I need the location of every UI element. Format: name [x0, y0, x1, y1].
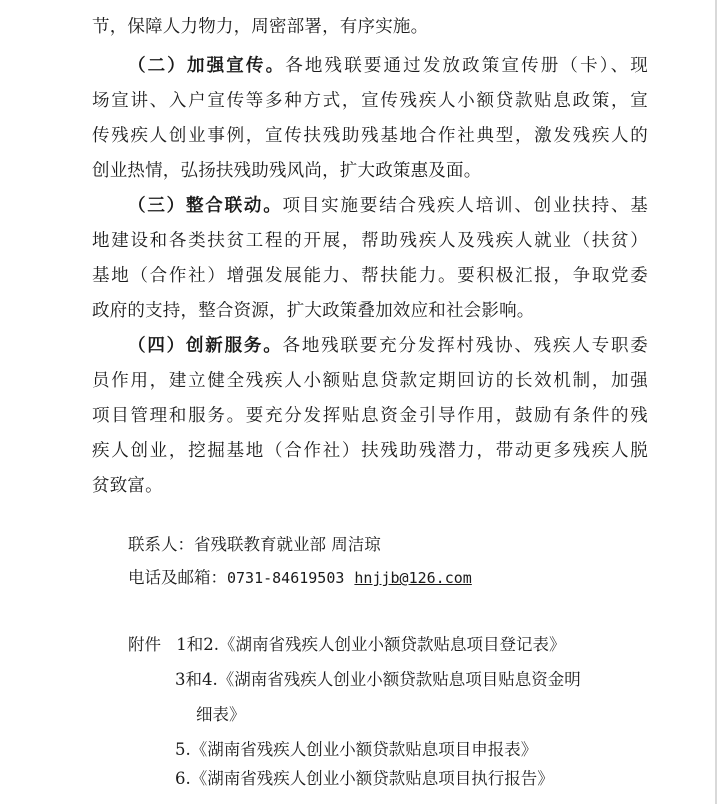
paragraph-line [92, 123, 648, 149]
text: 项目实施要结合残疾人培训、创业扶持、基 [282, 196, 648, 216]
section-heading-publicity: （二）加强宣传。 [128, 56, 286, 76]
attachment-number: 6. [175, 769, 191, 788]
paragraph-line [92, 263, 648, 289]
paragraph-line [92, 403, 648, 429]
text: 政府的支持，整合资源，扩大政策叠加效应和社会影响。 [92, 301, 535, 321]
attachment-title: 《湖南省残疾人创业小额贷款贴息项目登记表》 [219, 635, 566, 654]
phone-label: 电话及邮箱： [128, 568, 227, 587]
attachment-number: 3和4. [175, 670, 218, 689]
contact-phone-email [128, 566, 472, 590]
attachment-number: 1和2. [176, 635, 219, 654]
section-heading-innovation: （四）创新服务。 [128, 336, 283, 356]
text: 基地（合作社）增强发展能力、帮扶能力。要积极汇报，争取党委 [92, 266, 648, 286]
text: 节，保障人力物力，周密部署，有序实施。 [92, 17, 429, 37]
section-publicity-line-1 [128, 53, 648, 79]
section-innovation-line-1 [128, 333, 648, 359]
attachment-item-2 [175, 668, 581, 692]
text: 传残疾人创业事例，宣传扶残助残基地合作社典型，激发残疾人的 [92, 126, 648, 146]
text: 员作用，建立健全残疾人小额贴息贷款定期回访的长效机制，加强 [92, 371, 648, 391]
text: 各地残联要充分发挥村残协、残疾人专职委 [282, 336, 648, 356]
section-heading-integration: （三）整合联动。 [128, 196, 283, 216]
contact-person: 联系人：省残联教育就业部 周洁琼 [128, 535, 381, 554]
paragraph-line [92, 298, 648, 324]
attachment-item-2-continued: 细表》 [196, 705, 246, 724]
attachment-title: 《湖南省残疾人创业小额贷款贴息项目贴息资金明 [217, 670, 581, 689]
text: 创业热情，弘扬扶残助残风尚，扩大政策惠及面。 [92, 161, 482, 181]
attachment-title: 《湖南省残疾人创业小额贷款贴息项目申报表》 [190, 740, 538, 759]
text: 疾人创业，挖掘基地（合作社）扶残助残潜力，带动更多残疾人脱 [92, 441, 648, 461]
section-integration-line-1 [128, 193, 648, 219]
paragraph-line [92, 368, 648, 394]
phone-number: 0731-84619503 [227, 569, 345, 587]
text: 项目管理和服务。要充分发挥贴息资金引导作用，鼓励有条件的残 [92, 406, 648, 426]
attachment-number: 5. [175, 740, 191, 759]
attachments-label: 附件 [128, 635, 161, 654]
paragraph-line [92, 228, 648, 254]
text: 地建设和各类扶贫工程的开展，帮助残疾人及残疾人就业（扶贫） [92, 231, 648, 251]
text: 贫致富。 [92, 476, 163, 496]
text: 各地残联要通过发放政策宣传册（卡）、现 [285, 56, 648, 76]
email-link[interactable]: hnjjb@126.com [354, 569, 472, 587]
paragraph-line [92, 14, 648, 40]
text: 场宣讲、入户宣传等多种方式，宣传残疾人小额贷款贴息政策，宣 [92, 91, 648, 111]
paragraph-line [92, 88, 648, 114]
paragraph-line [92, 438, 648, 464]
attachment-item-3 [175, 738, 537, 762]
paragraph-line [92, 158, 648, 184]
attachment-item-1 [128, 633, 566, 657]
paragraph-line [92, 473, 648, 499]
attachment-title: 《湖南省残疾人创业小额贷款贴息项目执行报告》 [190, 769, 554, 788]
attachment-item-4 [175, 767, 554, 791]
